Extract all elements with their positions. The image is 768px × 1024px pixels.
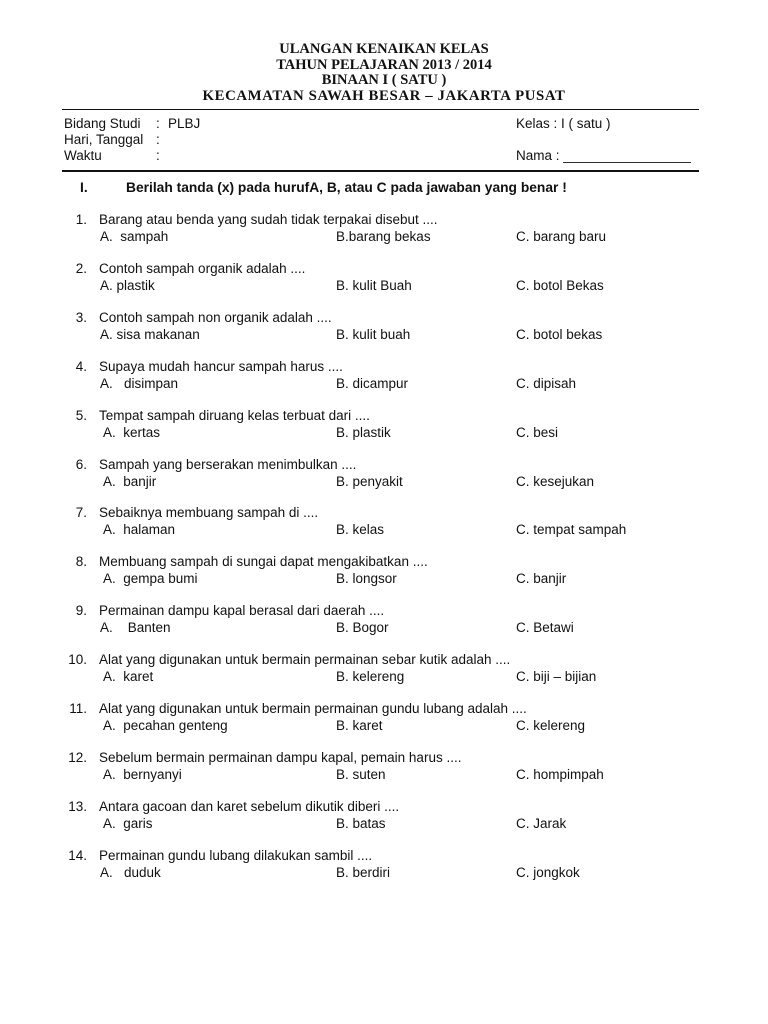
question-number: 12.	[68, 749, 87, 765]
option-c[interactable]: C. jongkok	[516, 864, 580, 880]
header-divider	[62, 109, 699, 110]
question-item	[0, 261, 768, 297]
question-text: Supaya mudah hancur sampah harus ....	[99, 358, 343, 374]
option-b[interactable]: B. dicampur	[336, 375, 409, 391]
option-c[interactable]: C. kelereng	[516, 718, 586, 733]
question-item	[0, 457, 768, 493]
option-c[interactable]: C. besi	[516, 424, 559, 440]
question-text: Tempat sampah diruang kelas terbuat dari ....	[99, 407, 370, 423]
question-item	[0, 848, 768, 884]
info-divider	[62, 170, 699, 172]
waktu-colon: :	[156, 148, 160, 163]
option-c[interactable]: C. hompimpah	[516, 766, 604, 782]
option-c[interactable]: C. barang baru	[516, 229, 607, 244]
option-c[interactable]: C. banjir	[516, 571, 567, 587]
question-text: Membuang sampah di sungai dapat mengakibatkan ....	[99, 554, 428, 570]
option-b[interactable]: B. plastik	[336, 424, 391, 440]
question-number: 3.	[75, 309, 87, 325]
question-item	[0, 554, 768, 590]
question-text: Sebaiknya membuang sampah di ....	[99, 505, 319, 521]
waktu-label: Waktu	[64, 148, 102, 163]
nama-field: Nama : _________________	[516, 148, 691, 163]
question-number: 10.	[68, 652, 87, 668]
option-a[interactable]: A. halaman	[100, 522, 176, 538]
option-a[interactable]: A. kertas	[100, 424, 161, 440]
question-number: 1.	[75, 212, 87, 227]
option-b[interactable]: B. karet	[336, 718, 383, 733]
header-year: TAHUN PELAJARAN 2013 / 2014	[276, 56, 492, 73]
question-text: Permainan gundu lubang dilakukan sambil ....	[99, 847, 373, 863]
option-b[interactable]: B. kelas	[336, 522, 385, 538]
question-text: Sebelum bermain permainan dampu kapal, pemain harus ....	[99, 749, 462, 765]
question-number: 11.	[69, 701, 87, 716]
bidang-colon: :	[156, 116, 160, 131]
question-item	[0, 652, 768, 688]
section-instruction: Berilah tanda (x) pada hurufA, B, atau C pada jawaban yang benar !	[126, 180, 567, 195]
option-a[interactable]: A. Banten	[100, 620, 171, 636]
option-b[interactable]: B.barang bekas	[336, 229, 431, 244]
question-number: 14.	[68, 847, 87, 863]
option-b[interactable]: B. suten	[336, 766, 386, 782]
document-header	[0, 42, 768, 104]
option-b[interactable]: B. berdiri	[336, 864, 391, 880]
header-title: ULANGAN KENAIKAN KELAS	[279, 41, 489, 57]
option-a[interactable]: A. garis	[100, 815, 153, 831]
option-b[interactable]: B. longsor	[336, 571, 397, 587]
question-number: 7.	[75, 505, 87, 521]
question-item	[0, 359, 768, 395]
kelas-field: Kelas : I ( satu )	[516, 116, 611, 131]
question-item	[0, 750, 768, 786]
question-text: Antara gacoan dan karet sebelum dikutik diberi ....	[99, 798, 400, 814]
question-item	[0, 505, 768, 541]
question-item	[0, 310, 768, 346]
question-text: Permainan dampu kapal berasal dari daerah ....	[99, 603, 385, 619]
option-b[interactable]: B. kelereng	[336, 669, 405, 685]
option-c[interactable]: C. kesejukan	[516, 473, 595, 489]
option-c[interactable]: C. botol Bekas	[516, 277, 604, 293]
question-number: 8.	[75, 554, 87, 570]
option-a[interactable]: A. karet	[100, 669, 154, 685]
question-item	[0, 603, 768, 639]
question-text: Contoh sampah non organik adalah ....	[99, 309, 332, 325]
option-a[interactable]: A. disimpan	[100, 375, 179, 391]
question-item	[0, 408, 768, 444]
option-b[interactable]: B. batas	[336, 815, 386, 831]
option-a[interactable]: A. duduk	[100, 864, 161, 880]
option-a[interactable]: A. pecahan genteng	[100, 718, 228, 733]
hari-colon: :	[156, 132, 160, 147]
question-number: 13.	[68, 798, 87, 814]
option-a[interactable]: A. sampah	[100, 229, 169, 244]
question-text: Alat yang digunakan untuk bermain permainan gundu lubang adalah ....	[99, 701, 527, 716]
option-c[interactable]: C. biji – bijian	[516, 669, 597, 685]
option-c[interactable]: C. botol bekas	[516, 326, 603, 342]
question-text: Alat yang digunakan untuk bermain permainan sebar kutik adalah ....	[99, 652, 511, 668]
question-item	[0, 212, 768, 248]
option-b[interactable]: B. Bogor	[336, 620, 389, 636]
question-number: 5.	[75, 407, 87, 423]
header-district: KECAMATAN SAWAH BESAR – JAKARTA PUSAT	[202, 87, 566, 104]
option-a[interactable]: A. gempa bumi	[100, 571, 198, 587]
bidang-label: Bidang Studi	[64, 116, 141, 131]
option-c[interactable]: C. Jarak	[516, 815, 567, 831]
option-b[interactable]: B. kulit buah	[336, 326, 411, 342]
question-number: 6.	[75, 456, 87, 472]
header-binaan: BINAAN I ( SATU )	[321, 72, 447, 88]
option-a[interactable]: A. bernyanyi	[100, 766, 182, 782]
option-c[interactable]: C. dipisah	[516, 375, 577, 391]
option-c[interactable]: C. tempat sampah	[516, 522, 627, 538]
option-a[interactable]: A. sisa makanan	[100, 326, 200, 342]
question-number: 4.	[75, 358, 87, 374]
option-c[interactable]: C. Betawi	[516, 620, 574, 636]
question-text: Barang atau benda yang sudah tidak terpakai disebut ....	[99, 212, 438, 227]
option-b[interactable]: B. kulit Buah	[336, 277, 412, 293]
hari-label: Hari, Tanggal	[64, 132, 144, 147]
section-number: I.	[80, 180, 88, 195]
option-b[interactable]: B. penyakit	[336, 473, 403, 489]
bidang-value: PLBJ	[168, 116, 201, 131]
question-number: 2.	[75, 260, 87, 276]
option-a[interactable]: A. banjir	[100, 473, 157, 489]
question-item	[0, 799, 768, 835]
option-a[interactable]: A. plastik	[100, 277, 155, 293]
question-number: 9.	[75, 603, 87, 619]
question-text: Sampah yang berserakan menimbulkan ....	[99, 456, 357, 472]
question-item	[0, 701, 768, 737]
question-text: Contoh sampah organik adalah ....	[99, 260, 306, 276]
